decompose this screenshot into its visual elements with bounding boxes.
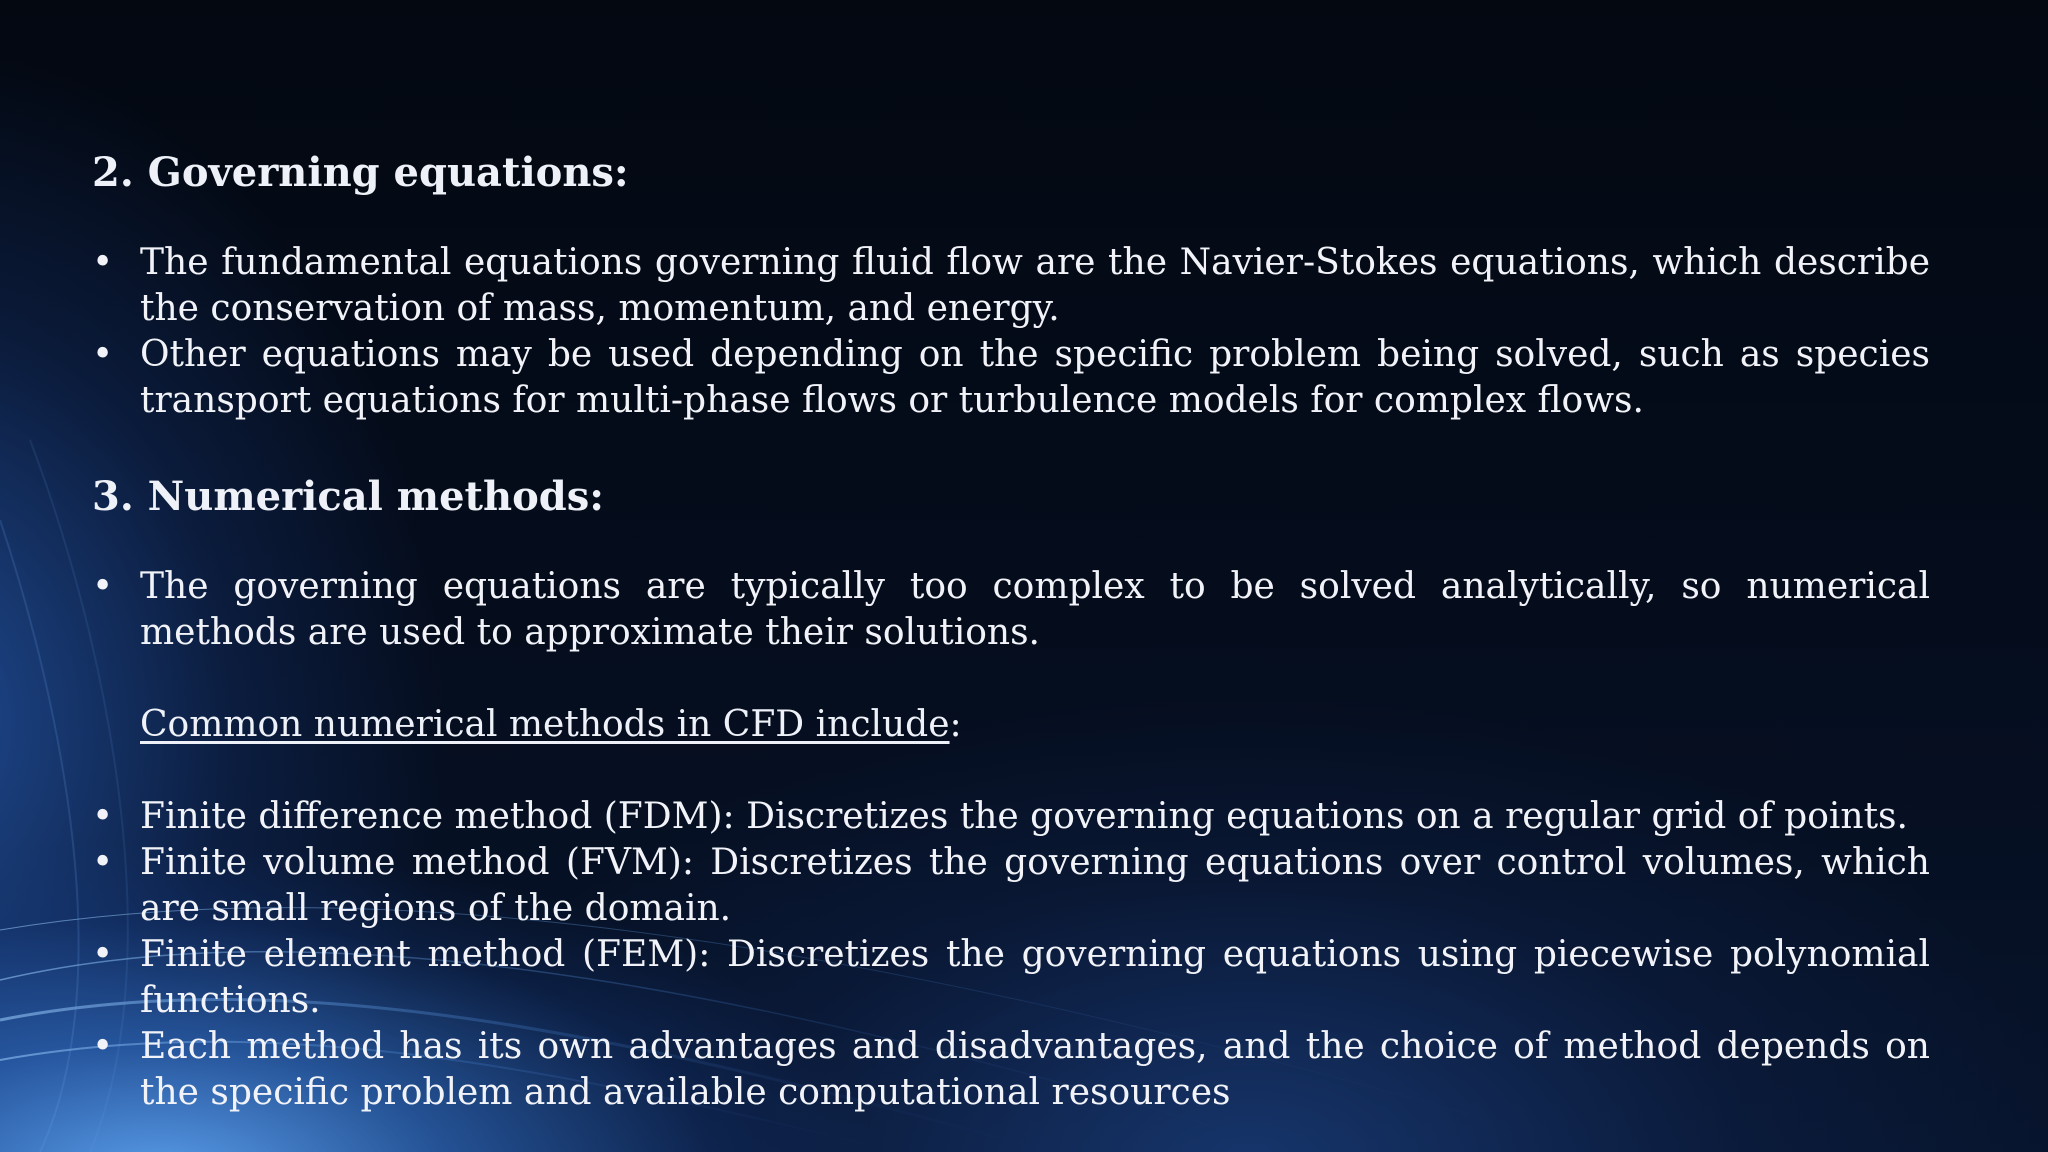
bullet-text: The fundamental equations governing fluid flow are the Navier-Stokes equations, which describe the conservation of mass, momentum, and energy. bbox=[140, 242, 1930, 329]
methods-subheading-colon: : bbox=[949, 704, 962, 745]
bullet-icon: • bbox=[92, 566, 114, 607]
section-3-heading: 3. Numerical methods: bbox=[92, 473, 605, 520]
bullet-icon: • bbox=[92, 842, 114, 883]
list-item bbox=[92, 1024, 1930, 1116]
bullet-text: Finite difference method (FDM): Discretizes the governing equations on a regular grid of points. bbox=[140, 796, 1908, 837]
section-2-bullet-list bbox=[92, 240, 1930, 424]
bullet-text: Finite volume method (FVM): Discretizes the governing equations over control volumes, which are small regions of the domain. bbox=[140, 842, 1930, 929]
list-item bbox=[92, 794, 1930, 840]
bullet-icon: • bbox=[92, 934, 114, 975]
bullet-text: Each method has its own advantages and disadvantages, and the choice of method depends on the specific problem and available computational resources bbox=[140, 1026, 1930, 1113]
bullet-icon: • bbox=[92, 1026, 114, 1067]
bullet-text: The governing equations are typically too complex to be solved analytically, so numerical methods are used to approximate their solutions. bbox=[140, 566, 1930, 653]
list-item bbox=[92, 840, 1930, 932]
methods-subheading bbox=[92, 702, 1930, 748]
list-item bbox=[92, 332, 1930, 424]
bullet-icon: • bbox=[92, 242, 114, 283]
bullet-icon: • bbox=[92, 796, 114, 837]
section-3-intro-list bbox=[92, 564, 1930, 656]
slide-content bbox=[92, 146, 1930, 1116]
bullet-text: Other equations may be used depending on the specific problem being solved, such as species transport equations for multi-phase flows or turbulence models for complex flows. bbox=[140, 334, 1930, 421]
list-item bbox=[92, 240, 1930, 332]
bullet-icon: • bbox=[92, 334, 114, 375]
methods-list bbox=[92, 794, 1930, 1116]
bullet-text: Finite element method (FEM): Discretizes the governing equations using piecewise polynomial functions. bbox=[140, 934, 1930, 1021]
methods-subheading-text: Common numerical methods in CFD include bbox=[140, 704, 950, 745]
list-item bbox=[92, 932, 1930, 1024]
section-2-heading: 2. Governing equations: bbox=[92, 149, 629, 196]
list-item bbox=[92, 564, 1930, 656]
